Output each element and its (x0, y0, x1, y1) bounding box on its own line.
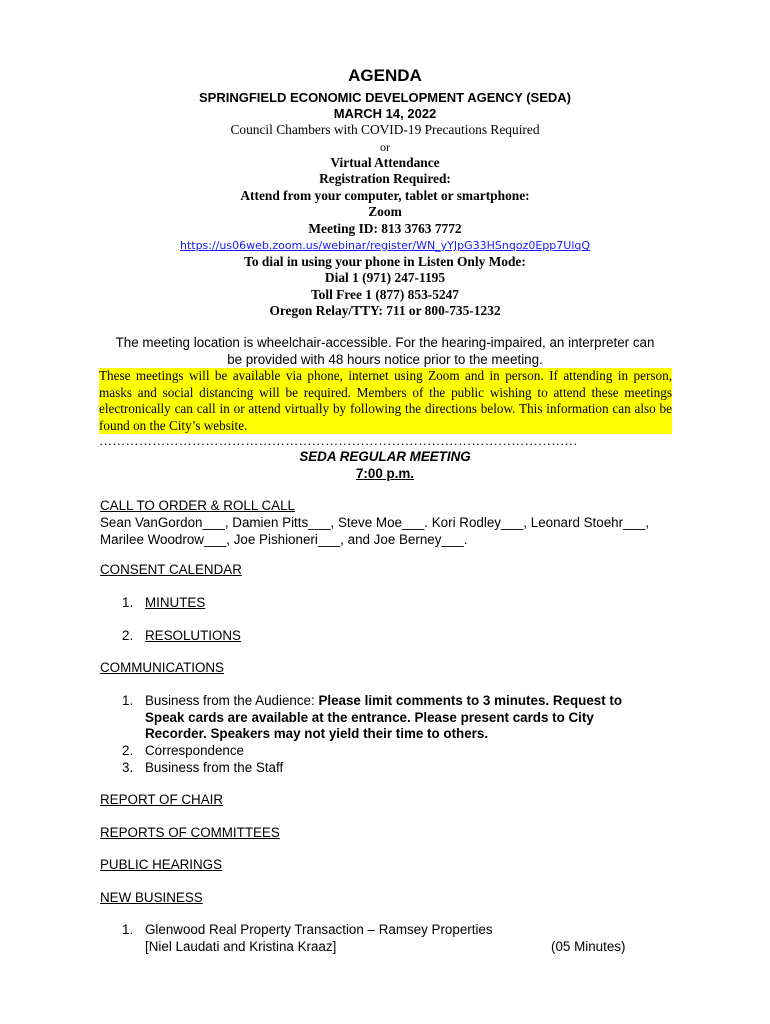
accessibility-line-2: be provided with 48 hours notice prior to the meeting. (227, 351, 543, 367)
communications-item-number: 2. (122, 743, 134, 758)
virtual-attendance: Virtual Attendance (330, 155, 440, 170)
new-business-item-presenters: [Niel Laudati and Kristina Kraaz] (145, 939, 337, 954)
audience-label: Business from the Audience: (145, 693, 319, 708)
new-business-heading: NEW BUSINESS (100, 890, 203, 905)
consent-calendar-heading: CONSENT CALENDAR (100, 562, 242, 577)
reports-of-committees-heading: REPORTS OF COMMITTEES (100, 825, 280, 840)
report-of-chair-heading: REPORT OF CHAIR (100, 792, 224, 807)
attend-instructions: Attend from your computer, tablet or smartphone: (240, 188, 530, 203)
roll-call-line-2: Marilee Woodrow___, Joe Pishioneri___, and Joe Berney___. (100, 532, 468, 547)
accessibility-note (100, 335, 670, 368)
meeting-time: 7:00 p.m. (355, 466, 415, 481)
consent-item-number: 2. (122, 628, 134, 643)
communications-item-number: 3. (122, 760, 134, 775)
consent-item-resolutions: RESOLUTIONS (145, 628, 241, 643)
communications-item-staff: Business from the Staff (145, 760, 284, 775)
new-business-item-duration: (05 Minutes) (551, 939, 626, 954)
new-business-item-title: Glenwood Real Property Transaction – Ramsey Properties (145, 922, 493, 937)
new-business-item-number: 1. (122, 922, 134, 937)
relay-number: Oregon Relay/TTY: 711 or 800-735-1232 (269, 303, 501, 318)
divider-dots: ……………………………………………………………………………………………… (99, 433, 578, 448)
audience-rules-a: Please limit comments to 3 minutes. Request to (318, 693, 623, 708)
communications-item-audience (145, 693, 622, 743)
consent-item-minutes: MINUTES (145, 595, 206, 610)
toll-free-number: Toll Free 1 (877) 853-5247 (310, 287, 460, 302)
communications-heading: COMMUNICATIONS (100, 660, 224, 675)
meeting-date: MARCH 14, 2022 (333, 106, 437, 121)
dial-intro: To dial in using your phone in Listen Only Mode: (244, 254, 526, 269)
registration-required: Registration Required: (319, 171, 451, 186)
or-line: or (380, 140, 390, 154)
communications-item-correspondence: Correspondence (145, 743, 245, 758)
communications-item-number: 1. (122, 693, 134, 708)
registration-link[interactable]: https://us06web.zoom.us/webinar/register/WN_yYJpG33HSnqoz0Epp7UlqQ (179, 239, 591, 252)
dial-number: Dial 1 (971) 247-1195 (324, 270, 446, 285)
roll-call-heading: CALL TO ORDER & ROLL CALL (100, 498, 295, 513)
agenda-title: AGENDA (348, 66, 422, 85)
meeting-id: Meeting ID: 813 3763 7772 (308, 221, 462, 236)
accessibility-line-1: The meeting location is wheelchair-accessible. For the hearing-impaired, an interpreter can (115, 335, 655, 350)
covid-notice: These meetings will be available via phone, internet using Zoom and in person. If attending in person, masks and social distancing will be required. Members of the public wishing to attend these meetings electronically can call in or attend virtually by following the directions below. This information can also be found on the City’s website. (99, 368, 672, 433)
zoom-label: Zoom (368, 204, 402, 219)
public-hearings-heading: PUBLIC HEARINGS (100, 857, 223, 872)
roll-call-line-1: Sean VanGordon___, Damien Pitts___, Steve Moe___. Kori Rodley___, Leonard Stoehr___, (100, 515, 650, 530)
audience-rules-b: Speak cards are available at the entrance. Please present cards to City (145, 709, 594, 725)
org-name: SPRINGFIELD ECONOMIC DEVELOPMENT AGENCY (SEDA) (199, 90, 571, 105)
meeting-title: SEDA REGULAR MEETING (299, 449, 471, 464)
consent-item-number: 1. (122, 595, 134, 610)
location-line: Council Chambers with COVID-19 Precautions Required (230, 122, 540, 137)
audience-rules-c: Recorder. Speakers may not yield their time to others. (145, 726, 489, 741)
